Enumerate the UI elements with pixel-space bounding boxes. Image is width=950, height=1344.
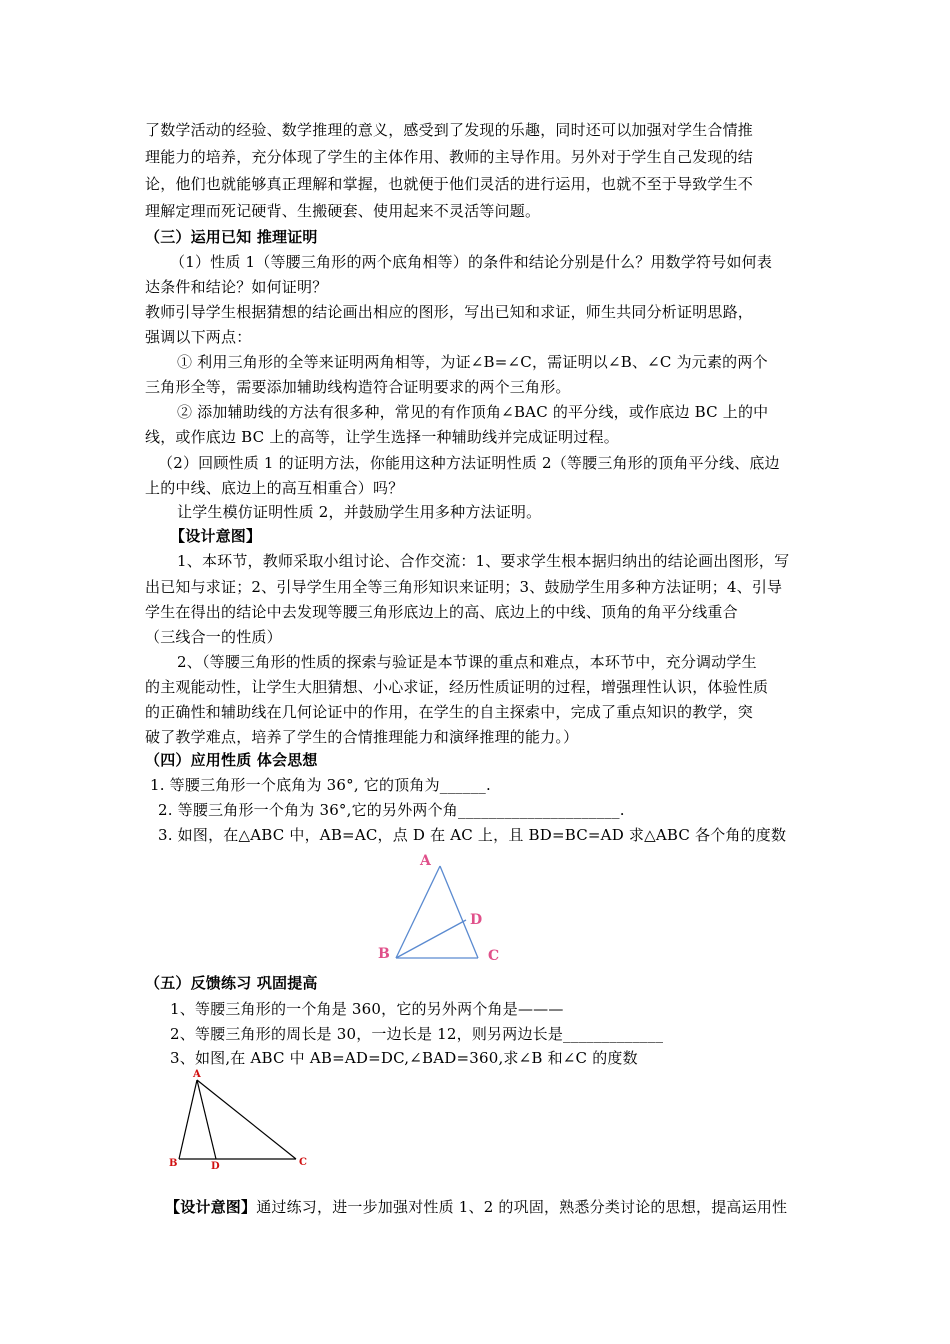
triangle-figure-1 bbox=[370, 848, 510, 968]
practice-item: 2、等腰三角形的周长是 30，一边长是 12，则另两边长是_____________ bbox=[170, 1025, 664, 1043]
vertex-label-d: D bbox=[211, 1161, 220, 1172]
section3-line: 三角形全等，需要添加辅助线构造符合证明要求的两个三角形。 bbox=[145, 378, 571, 396]
section3-line: （1）性质 1（等腰三角形的两个底角相等）的条件和结论分别是什么？用数学符号如何表 bbox=[170, 253, 773, 271]
intro-line: 了数学活动的经验、数学推理的意义，感受到了发现的乐趣，同时还可以加强对学生合情推 bbox=[145, 121, 754, 139]
section3-line: 让学生模仿证明性质 2，并鼓励学生用多种方法证明。 bbox=[177, 503, 542, 521]
design-intent-heading: 【设计意图】 bbox=[170, 527, 262, 545]
vertex-label-b: B bbox=[169, 1158, 178, 1169]
design-line: 破了教学难点，培养了学生的合情推理能力和演绎推理的能力。） bbox=[145, 728, 579, 746]
final-design-line bbox=[165, 1195, 815, 1219]
vertex-label-c: C bbox=[299, 1157, 307, 1168]
segment-ad bbox=[197, 1080, 216, 1159]
exercise-item: 2. 等腰三角形一个角为 36°,它的另外两个角_____________________. bbox=[158, 801, 625, 819]
design-line: 的正确性和辅助线在几何论证中的作用，在学生的自主探索中，完成了重点知识的教学，突 bbox=[145, 703, 754, 721]
section5-heading: （五）反馈练习 巩固提高 bbox=[145, 974, 318, 992]
triangle-figure-2 bbox=[165, 1066, 315, 1176]
exercise-item: 3. 如图，在△ABC 中，AB=AC，点 D 在 AC 上，且 BD=BC=AD 求△ABC 各个角的度数 bbox=[158, 826, 787, 844]
design-line: 的主观能动性，让学生大胆猜想、小心求证，经历性质证明的过程，增强理性认识，体验性质 bbox=[145, 678, 769, 696]
segment-bd bbox=[396, 920, 466, 958]
design-line: 出已知与求证；2、引导学生用全等三角形知识来证明；3、鼓励学生用多种方法证明；4、引导 bbox=[145, 578, 783, 596]
vertex-label-d: D bbox=[470, 912, 483, 928]
section3-line: ① 利用三角形的全等来证明两角相等，为证∠B=∠C，需证明以∠B、∠C 为元素的两个 bbox=[177, 353, 768, 371]
vertex-label-a: A bbox=[193, 1069, 201, 1080]
design-line: （三线合一的性质） bbox=[145, 628, 282, 646]
section3-line: （2）回顾性质 1 的证明方法，你能用这种方法证明性质 2（等腰三角形的顶角平分线、底边 bbox=[158, 454, 780, 472]
section3-line: 上的中线、底边上的高互相重合）吗？ bbox=[145, 479, 404, 497]
design-line: 2、（等腰三角形的性质的探索与验证是本节课的重点和难点，本环节中，充分调动学生 bbox=[177, 653, 757, 671]
design-line: 学生在得出的结论中去发现等腰三角形底边上的高、底边上的中线、顶角的角平分线重合 bbox=[145, 603, 738, 621]
segment-ac bbox=[197, 1080, 296, 1159]
vertex-label-b: B bbox=[378, 946, 390, 962]
section3-line: 强调以下两点： bbox=[145, 328, 252, 346]
section3-line: 教师引导学生根据猜想的结论画出相应的图形，写出已知和求证，师生共同分析证明思路， bbox=[145, 303, 754, 321]
final-design-text: 通过练习，进一步加强对性质 1、2 的巩固，熟悉分类讨论的思想，提高运用性 bbox=[256, 1198, 788, 1216]
practice-item: 1、等腰三角形的一个角是 360，它的另外两个角是——— bbox=[170, 1000, 564, 1018]
section3-line: ② 添加辅助线的方法有很多种，常见的有作顶角∠BAC 的平分线，或作底边 BC 上的中 bbox=[177, 403, 769, 421]
section3-heading: （三）运用已知 推理证明 bbox=[145, 228, 318, 246]
vertex-label-c: C bbox=[488, 948, 500, 964]
practice-item: 3、如图,在 ABC 中 AB=AD=DC,∠BAD=360,求∠B 和∠C 的度数 bbox=[170, 1049, 638, 1067]
exercise-item: 1. 等腰三角形一个底角为 36°, 它的顶角为______. bbox=[150, 776, 491, 794]
intro-line: 理解定理而死记硬背、生搬硬套、使用起来不灵活等问题。 bbox=[145, 202, 541, 220]
vertex-label-a: A bbox=[420, 853, 431, 869]
segment-ab bbox=[396, 866, 440, 958]
section4-heading: （四）应用性质 体会思想 bbox=[145, 751, 318, 769]
final-design-heading: 【设计意图】 bbox=[165, 1198, 257, 1216]
design-line: 1、本环节，教师采取小组讨论、合作交流：1、要求学生根本据归纳出的结论画出图形，写 bbox=[177, 552, 790, 570]
section3-line: 线，或作底边 BC 上的高等，让学生选择一种辅助线并完成证明过程。 bbox=[145, 428, 619, 446]
intro-line: 论，他们也就能够真正理解和掌握，也就便于他们灵活的进行运用，也就不至于导致学生不 bbox=[145, 175, 754, 193]
section3-line: 达条件和结论？如何证明？ bbox=[145, 278, 328, 296]
segment-ab bbox=[179, 1080, 197, 1159]
intro-line: 理能力的培养，充分体现了学生的主体作用、教师的主导作用。另外对于学生自己发现的结 bbox=[145, 148, 754, 166]
